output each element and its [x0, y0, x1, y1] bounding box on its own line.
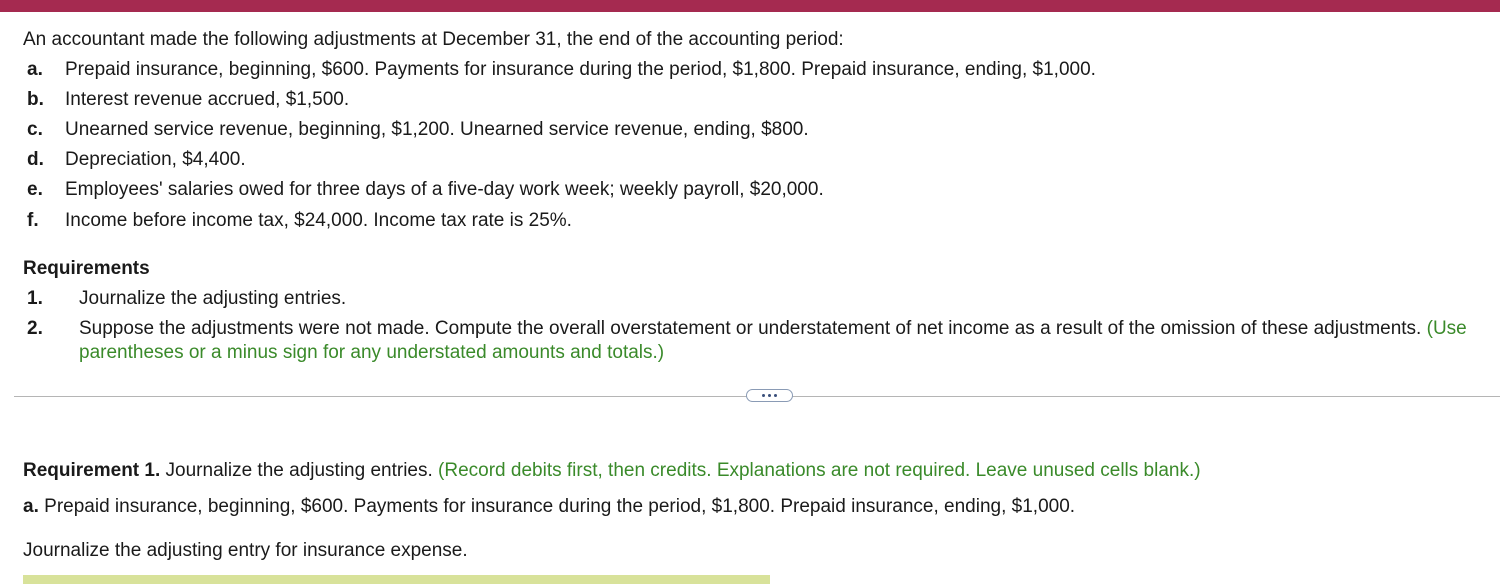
requirement1-instruction: [23, 460, 1201, 482]
adjustment-text: Income before income tax, $24,000. Income tax rate is 25%.: [65, 210, 572, 231]
adjustment-text: Depreciation, $4,400.: [65, 149, 246, 170]
requirement-note: (Use: [1426, 318, 1467, 339]
part-a-description: [23, 496, 1075, 518]
adjustment-text: Prepaid insurance, beginning, $600. Payments for insurance during the period, $1,800. Prepaid insurance, ending, $1,000.: [65, 59, 1096, 80]
requirement-text: Suppose the adjustments were not made. Compute the overall overstatement or understatement of net income as a result of the omission of these adjustments.: [79, 318, 1422, 339]
adjustment-letter: c.: [27, 119, 43, 140]
dot: [762, 394, 765, 397]
journal-table-header: [23, 575, 770, 584]
requirement1-note: (Record debits first, then credits. Explanations are not required. Leave unused cells blank.): [438, 460, 1201, 481]
adjustment-letter: d.: [27, 149, 44, 170]
dot: [768, 394, 771, 397]
adjustment-text: Employees' salaries owed for three days of a five-day work week; weekly payroll, $20,000.: [65, 179, 824, 200]
ellipsis-icon[interactable]: [746, 389, 793, 402]
adjustment-letter: e.: [27, 179, 43, 200]
part-a-text: Prepaid insurance, beginning, $600. Payments for insurance during the period, $1,800. Prepaid insurance, ending, $1,000.: [44, 496, 1076, 517]
adjustment-item: [27, 210, 572, 232]
requirement-number: 2.: [27, 318, 43, 339]
adjustment-letter: f.: [27, 210, 39, 231]
requirement-note-continued: parentheses or a minus sign for any understated amounts and totals.): [79, 342, 665, 363]
adjustment-item: [27, 119, 809, 141]
adjustment-text: Interest revenue accrued, $1,500.: [65, 89, 350, 110]
requirement1-label: Requirement 1.: [23, 460, 161, 481]
requirement-item: [27, 288, 346, 310]
requirements-heading: Requirements: [23, 258, 150, 279]
dot: [774, 394, 777, 397]
part-a-letter: a.: [23, 496, 39, 517]
adjustment-letter: b.: [27, 89, 44, 110]
requirement-number: 1.: [27, 288, 43, 309]
adjustment-letter: a.: [27, 59, 43, 80]
adjustment-item: [27, 59, 1096, 81]
journal-prompt: Journalize the adjusting entry for insurance expense.: [23, 540, 468, 561]
requirement-item: [27, 318, 1467, 340]
requirement1-text: Journalize the adjusting entries.: [165, 460, 433, 481]
adjustment-text: Unearned service revenue, beginning, $1,200. Unearned service revenue, ending, $800.: [65, 119, 809, 140]
requirement-text: Journalize the adjusting entries.: [79, 288, 347, 309]
adjustment-item: [27, 149, 246, 171]
adjustment-item: [27, 179, 824, 201]
intro-text: An accountant made the following adjustments at December 31, the end of the accounting period:: [23, 29, 844, 50]
adjustment-item: [27, 89, 349, 111]
